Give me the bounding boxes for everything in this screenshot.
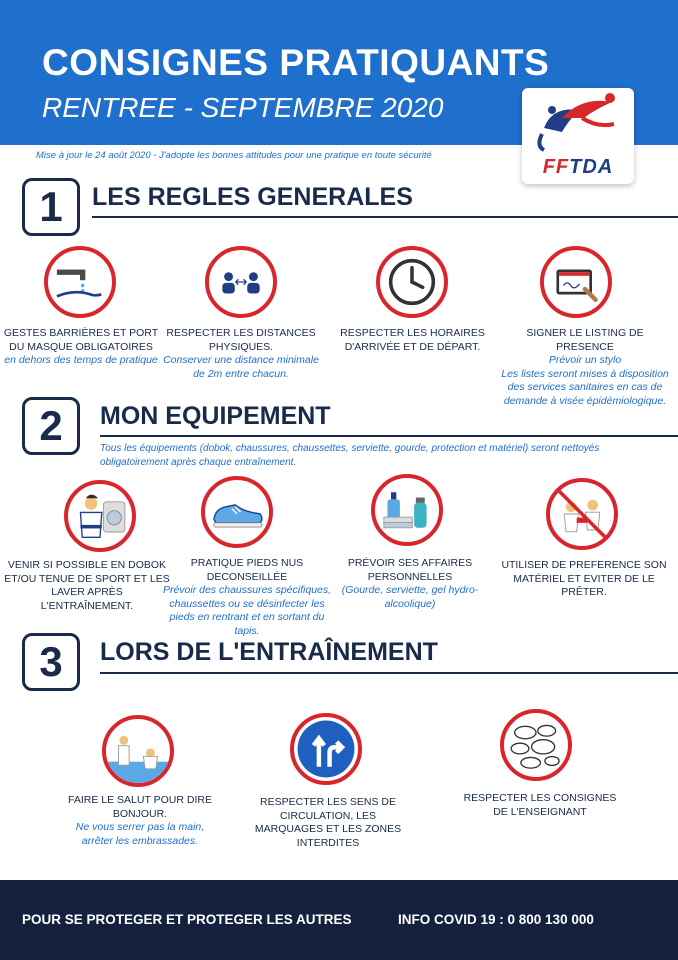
section-1-divider	[92, 216, 678, 218]
salute-icon	[102, 715, 174, 787]
section-2-title: MON EQUIPEMENT	[100, 402, 331, 430]
section-1-number: 1	[22, 178, 80, 236]
item-consignes: RESPECTER LES CONSIGNES DE L'ENSEIGNANT	[463, 792, 617, 818]
footer-slogan: POUR SE PROTEGER ET PROTEGER LES AUTRES	[22, 912, 352, 927]
direction-sign-icon	[290, 713, 362, 785]
section-3-title: LORS DE L'ENTRAÎNEMENT	[100, 638, 438, 666]
logo-text: FFTDA	[542, 156, 614, 178]
tablet-signature-icon	[540, 246, 612, 318]
section-1-title: LES REGLES GENERALES	[92, 183, 413, 211]
covid-hotline: INFO COVID 19 : 0 800 130 000	[398, 912, 594, 927]
item-materiel: UTILISER DE PREFERENCE SON MATÉRIEL ET EVITER DE LE PRÊTER.	[501, 559, 667, 598]
clock-icon	[376, 246, 448, 318]
fighter-logo-icon	[522, 88, 634, 158]
item-affaires: PRÉVOIR SES AFFAIRES PERSONNELLES (Gourde, serviette, gel hydro-alcoolique)	[341, 557, 479, 610]
item-horaires: RESPECTER LES HORAIRES D'ARRIVÉE ET DE DÉPART.	[340, 327, 485, 353]
section-2-number: 2	[22, 397, 80, 455]
item-gestes-barrieres: GESTES BARRIÈRES ET PORT DU MASQUE OBLIGATOIRES en dehors des temps de pratique	[3, 327, 159, 366]
footer-banner	[0, 880, 678, 960]
item-circulation: RESPECTER LES SENS DE CIRCULATION, LES MARQUAGES ET LES ZONES INTERDITES	[254, 796, 402, 849]
section-2-divider	[100, 435, 678, 437]
shoe-icon	[201, 476, 273, 548]
item-pieds-nus: PRATIQUE PIEDS NUS DECONSEILLÉE Prévoir des chaussures spécifiques, chaussettes ou se désinfecter les pieds en rentrant et en sortant du tapis.	[162, 557, 332, 637]
hand-washing-icon	[44, 246, 116, 318]
dobok-laundry-icon	[64, 480, 136, 552]
personal-items-icon	[371, 474, 443, 546]
page-subtitle: RENTREE - SEPTEMBRE 2020	[42, 92, 444, 123]
fftda-logo	[522, 88, 634, 184]
section-3-number: 3	[22, 633, 80, 691]
item-listing: SIGNER LE LISTING DE PRESENCE Prévoir un stylo Les listes seront mises à disposition des services sanitaires en cas de demande à visée épidémiologique.	[501, 327, 669, 407]
equipment-note: Tous les équipements (dobok, chaussures, chaussettes, serviette, gourde, protection et matériel) seront nettoyés obligatoirement après chaque entraînement.	[100, 443, 600, 468]
item-distances: RESPECTER LES DISTANCES PHYSIQUES. Conserver une distance minimale de 2m entre chacun.	[163, 327, 319, 380]
no-lending-icon	[546, 478, 618, 550]
page-title: CONSIGNES PRATIQUANTS	[42, 42, 550, 83]
item-dobok: VENIR SI POSSIBLE EN DOBOK ET/OU TENUE DE SPORT ET LES LAVER APRÈS L'ENTRAÎNEMENT.	[4, 559, 170, 612]
item-salut: FAIRE LE SALUT POUR DIRE BONJOUR. Ne vous serrer pas la main, arrêter les embrassades.	[68, 794, 212, 847]
speech-bubbles-icon	[500, 709, 572, 781]
distance-icon	[205, 246, 277, 318]
update-note: Mise à jour le 24 août 2020 - J'adopte les bonnes attitudes pour une pratique en toute sécurité	[36, 150, 432, 161]
section-3-divider	[100, 672, 678, 674]
